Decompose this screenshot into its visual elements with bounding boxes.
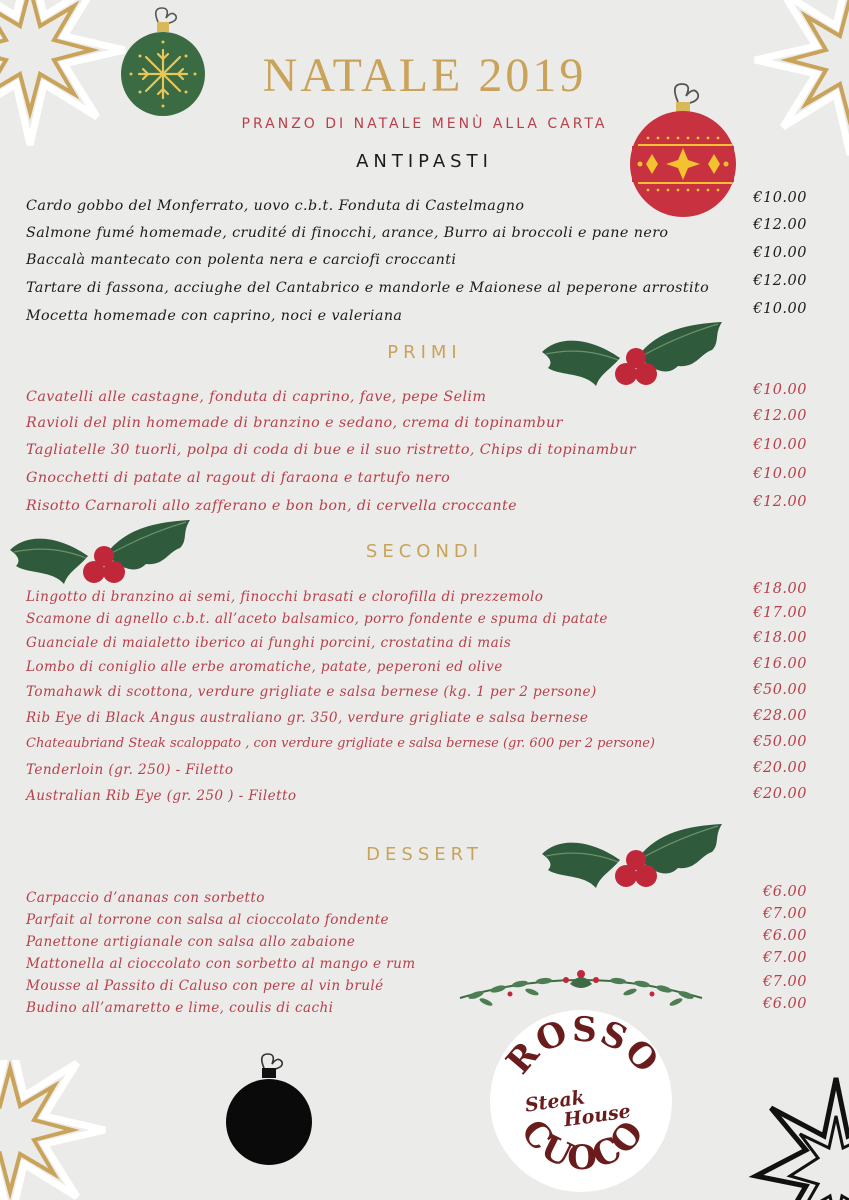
menu-item-name: Risotto Carnaroli allo zafferano e bon bon, di cervella croccante [26, 498, 518, 514]
menu-item-name: Lombo di coniglio alle erbe aromatiche, patate, peperoni ed olive [26, 659, 503, 675]
menu-item-price: €18.00 [753, 581, 807, 597]
menu-item-name: Australian Rib Eye (gr. 250 ) - Filetto [26, 788, 297, 804]
menu-item-price: €28.00 [753, 708, 807, 724]
rosso-cuoco-logo [488, 1008, 674, 1194]
menu-item-name: Scamone di agnello c.b.t. all’aceto balsamico, porro fondente e spuma di patate [26, 611, 608, 627]
menu-item-name: Cardo gobbo del Monferrato, uovo c.b.t. Fonduta di Castelmagno [26, 198, 525, 214]
menu-item-price: €16.00 [753, 656, 807, 672]
menu-item-name: Panettone artigianale con salsa allo zabaione [26, 934, 356, 950]
menu-item-price: €10.00 [753, 301, 807, 317]
menu-item-price: €20.00 [753, 760, 807, 776]
menu-item-name: Carpaccio d’ananas con sorbetto [26, 890, 265, 906]
menu-item-price: €10.00 [753, 190, 807, 206]
menu-item-price: €12.00 [753, 273, 807, 289]
menu-item-price: €12.00 [753, 217, 807, 233]
menu-item-name: Chateaubriand Steak scaloppato , con verdure grigliate e salsa bernese (gr. 600 per 2 persone) [26, 736, 655, 751]
section-heading-dessert: DESSERT [366, 844, 483, 865]
menu-item-name: Parfait al torrone con salsa al cioccolato fondente [26, 912, 389, 928]
menu-item-name: Salmone fumé homemade, crudité di finocchi, arance, Burro ai broccoli e pane nero [26, 225, 669, 241]
menu-item-name: Mattonella al cioccolato con sorbetto al mango e rum [26, 956, 416, 972]
star-corner-icon [0, 1060, 110, 1200]
menu-item-name: Rib Eye di Black Angus australiano gr. 350, verdure grigliate e salsa bernese [26, 710, 589, 726]
menu-item-name: Tenderloin (gr. 250) - Filetto [26, 762, 234, 778]
menu-subtitle: PRANZO DI NATALE MENÙ ALLA CARTA [241, 116, 608, 132]
menu-item-name: Guanciale di maialetto iberico ai funghi porcini, crostatina di mais [26, 635, 512, 651]
menu-item-name: Cavatelli alle castagne, fonduta di caprino, fave, pepe Selim [26, 389, 487, 405]
menu-item-price: €7.00 [762, 950, 807, 966]
black-ornament-icon [224, 1050, 316, 1168]
logo-house-text: House [562, 1100, 633, 1132]
menu-item-name: Budino all’amaretto e lime, coulis di cachi [26, 1000, 334, 1016]
menu-item-name: Mousse al Passito di Caluso con pere al vin brulé [26, 978, 384, 994]
menu-item-price: €18.00 [753, 630, 807, 646]
menu-item-name: Ravioli del plin homemade di branzino e sedano, crema di topinambur [26, 415, 563, 431]
menu-item-name: Tagliatelle 30 tuorli, polpa di coda di bue e il suo ristretto, Chips di topinambur [26, 442, 636, 458]
menu-item-price: €6.00 [762, 884, 807, 900]
star-corner-icon [736, 1066, 849, 1200]
section-heading-antipasti: ANTIPASTI [356, 151, 493, 172]
menu-item-price: €17.00 [753, 605, 807, 621]
logo-steak-text: Steak [523, 1086, 587, 1117]
menu-item-price: €12.00 [753, 408, 807, 424]
menu-item-name: Lingotto di branzino ai semi, finocchi brasati e clorofilla di prezzemolo [26, 589, 544, 605]
menu-item-name: Tartare di fassona, acciughe del Cantabrico e mandorle e Maionese al peperone arrostito [26, 280, 710, 296]
menu-item-name: Baccalà mantecato con polenta nera e carciofi croccanti [26, 252, 457, 268]
section-heading-secondi: SECONDI [365, 541, 484, 562]
menu-item-price: €12.00 [753, 494, 807, 510]
menu-item-price: €7.00 [762, 974, 807, 990]
section-heading-primi: PRIMI [387, 342, 462, 363]
menu-item-price: €10.00 [753, 245, 807, 261]
menu-item-price: €6.00 [762, 996, 807, 1012]
menu-item-price: €50.00 [753, 682, 807, 698]
menu-item-name: Gnocchetti di patate al ragout di faraona e tartufo nero [26, 470, 451, 486]
menu-item-price: €10.00 [753, 382, 807, 398]
menu-item-price: €7.00 [762, 906, 807, 922]
menu-item-price: €6.00 [762, 928, 807, 944]
logo-top-text: ROSSO [498, 1009, 668, 1082]
menu-item-price: €20.00 [753, 786, 807, 802]
menu-item-name: Mocetta homemade con caprino, noci e valeriana [26, 308, 403, 324]
menu-item-price: €10.00 [753, 466, 807, 482]
menu-item-price: €10.00 [753, 437, 807, 453]
menu-title: NATALE 2019 [262, 49, 587, 102]
logo-bottom-text: CUOCO [512, 1111, 654, 1179]
menu-item-name: Tomahawk di scottona, verdure grigliate e salsa bernese (kg. 1 per 2 persone) [26, 684, 597, 700]
menu-item-price: €50.00 [753, 734, 807, 750]
